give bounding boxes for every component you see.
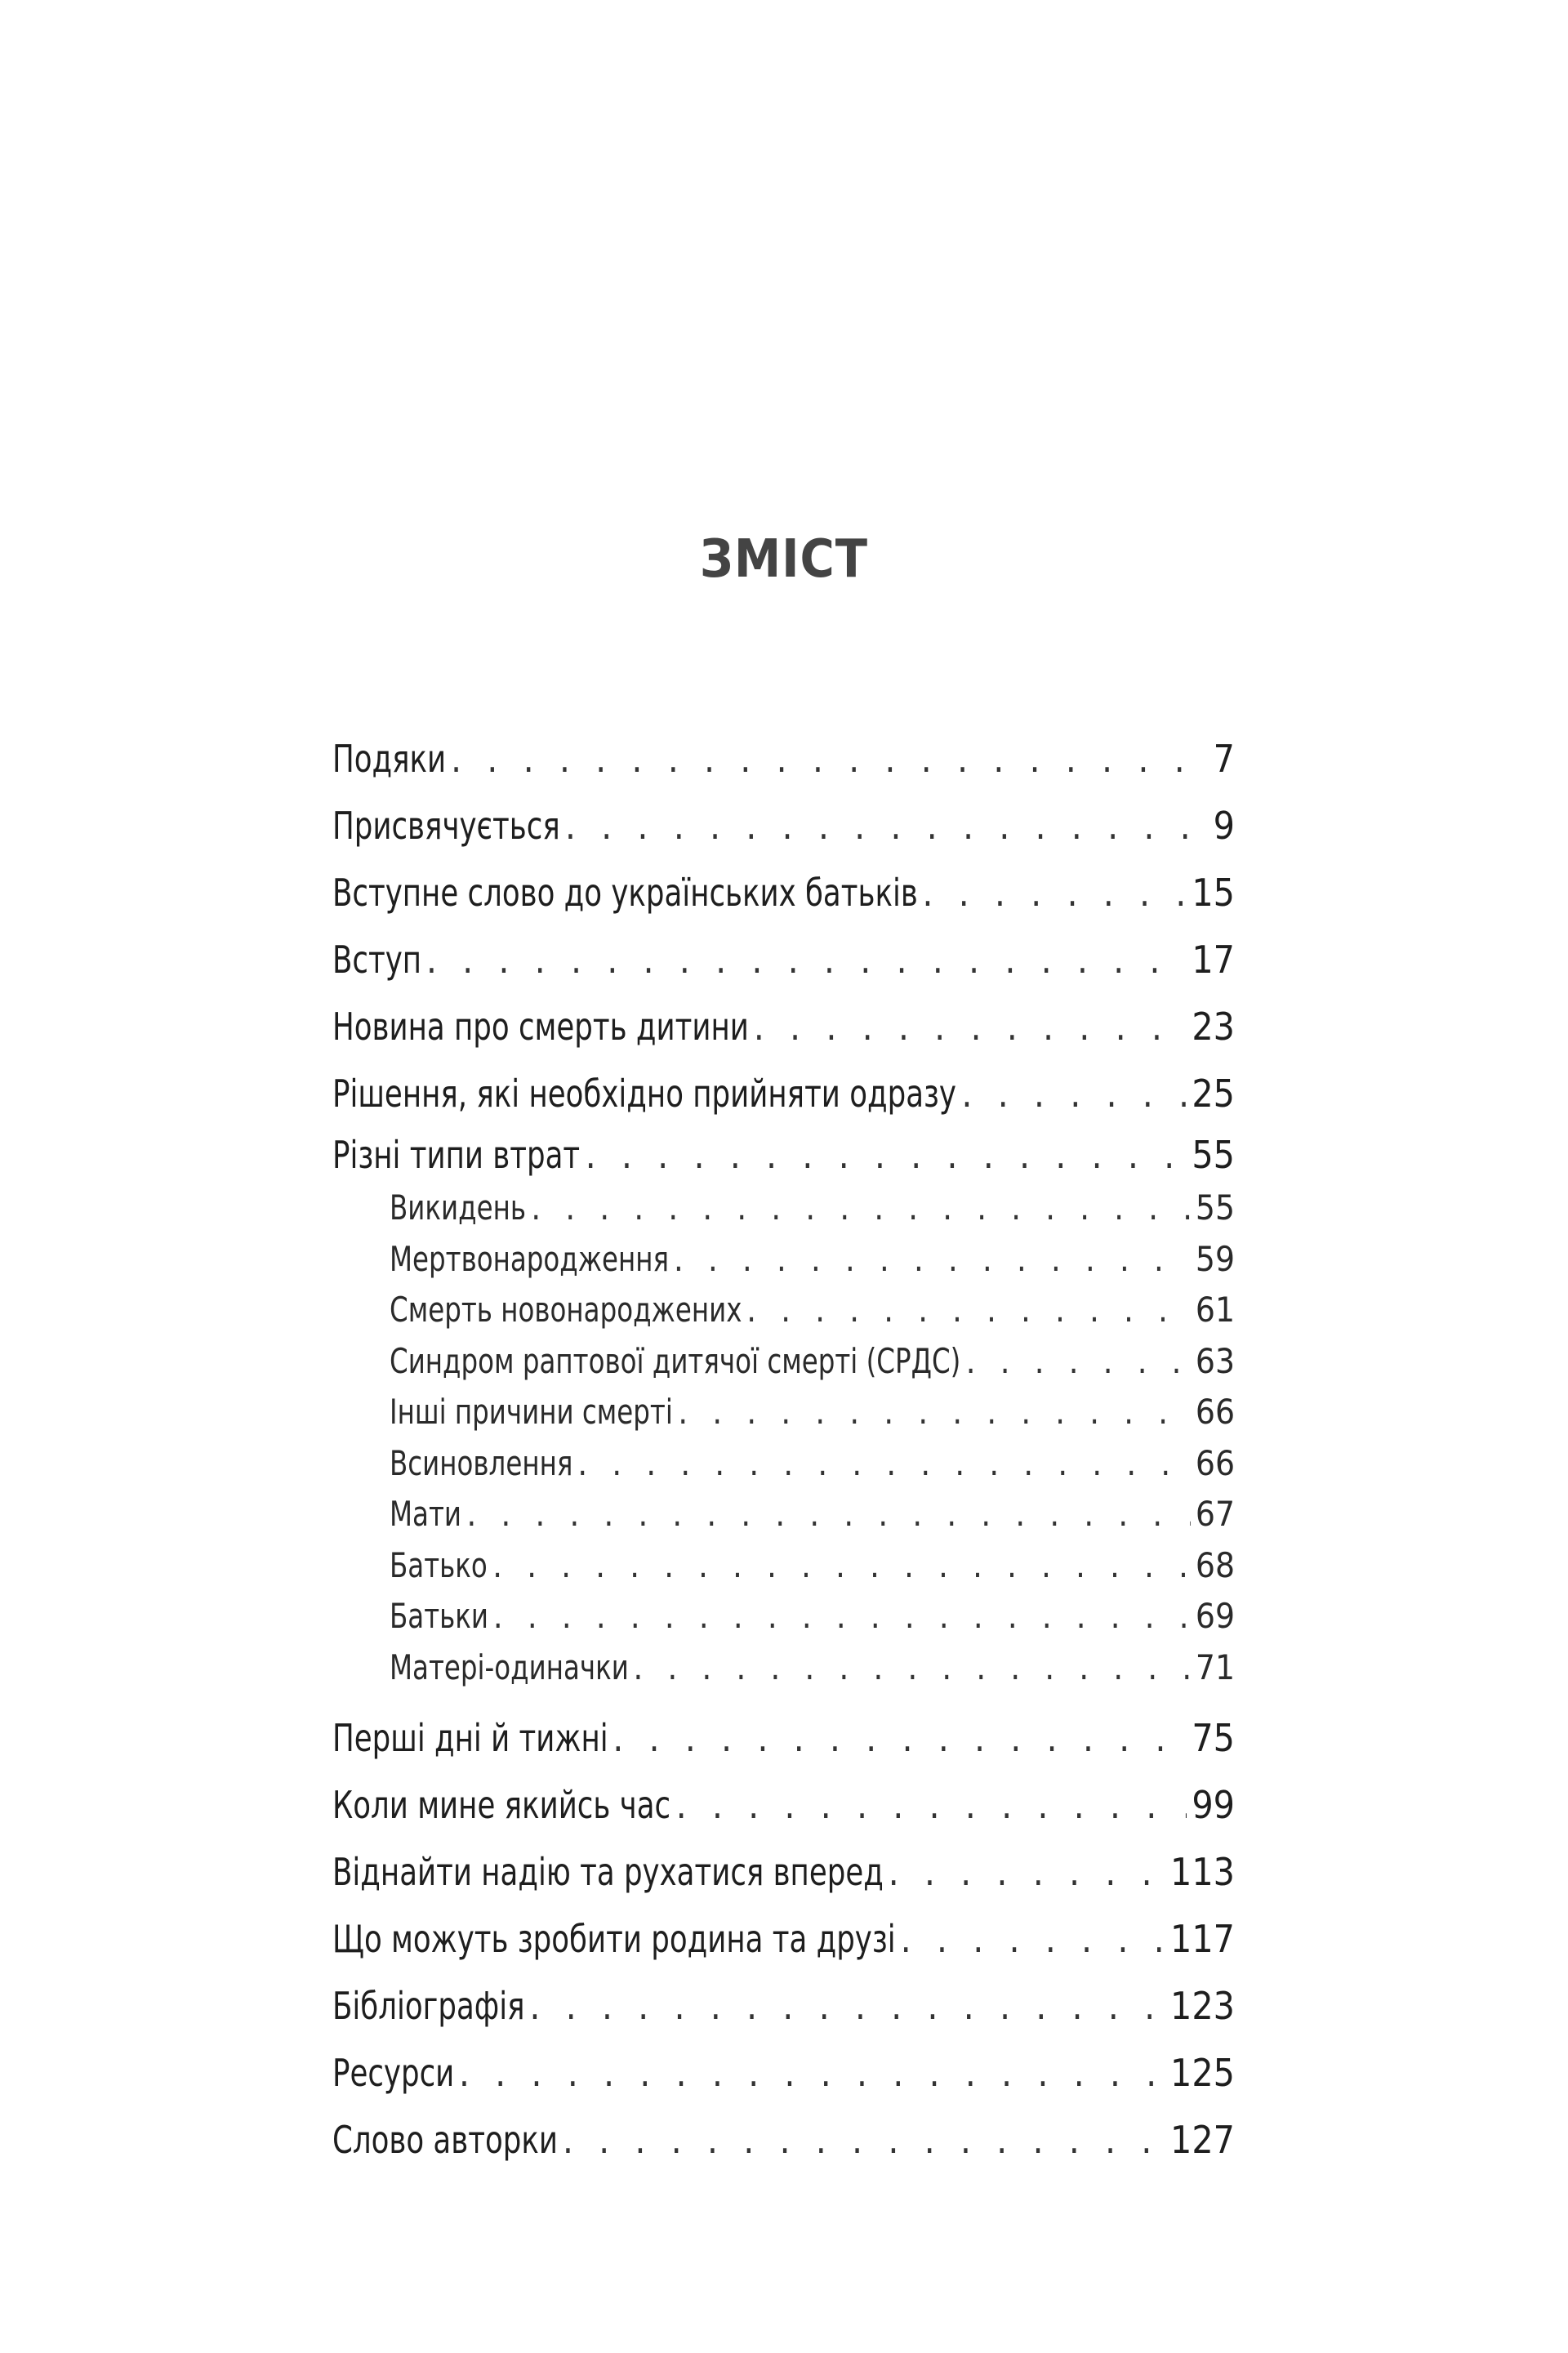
toc-entry-label: Перші дні й тижні [332,1716,608,1760]
toc-entry-page: 17 [1192,938,1235,982]
toc-entry[interactable] [332,725,1235,792]
toc-entry-page: 69 [1195,1596,1235,1636]
toc-entry-label: Новина про смерть дитини [332,1005,749,1049]
toc-entry-page: 66 [1195,1392,1235,1432]
toc-entry-page: 67 [1195,1494,1235,1534]
toc-entry[interactable] [332,1705,1235,1771]
toc-entry-label: Батько [390,1544,488,1585]
dot-leader [466,1489,1191,1540]
toc-subentry[interactable] [332,1336,1235,1388]
toc-entry-label: Інші причини смерті [390,1392,673,1432]
toc-entry-page: 68 [1195,1544,1235,1585]
toc-entry-page: 9 [1213,804,1235,848]
toc-subentry[interactable] [332,1591,1235,1642]
toc-entry-label: Що можуть зробити родина та друзі [332,1917,896,1961]
dot-leader [901,1905,1165,1972]
toc-entry-page: 99 [1192,1783,1235,1827]
toc-entry-page: 23 [1192,1005,1235,1049]
dot-leader [531,1183,1191,1234]
toc-entry-label: Подяки [332,737,447,781]
dot-leader [889,1838,1165,1905]
toc-entry[interactable] [332,2039,1235,2106]
toc-entry-page: 55 [1195,1188,1235,1228]
toc-entry[interactable] [332,1838,1235,1905]
toc-entry[interactable] [332,859,1235,926]
toc-entry-label: Бібліографія [332,1984,525,2028]
toc-entry[interactable] [332,1127,1235,1183]
dot-leader [586,1127,1187,1183]
dot-leader [754,993,1187,1060]
toc-entry-page: 127 [1170,2118,1235,2162]
toc-entry-page: 25 [1192,1072,1235,1116]
toc-entry-page: 66 [1195,1442,1235,1483]
dot-leader [966,1336,1191,1388]
dot-leader [459,2039,1165,2106]
dot-leader [612,1705,1187,1771]
toc-entry-label: Слово авторки [332,2118,558,2162]
dot-leader [577,1438,1191,1490]
toc-entry-page: 55 [1192,1133,1235,1177]
toc-entry-page: 75 [1192,1716,1235,1760]
toc-entry-label: Батьки [390,1596,489,1636]
dot-leader [492,1540,1191,1592]
dot-leader [493,1591,1191,1642]
toc-entry-label: Викидень [390,1188,527,1228]
toc-entry-page: 71 [1195,1647,1235,1687]
toc-entry-page: 63 [1195,1340,1235,1381]
toc-entry-label: Різні типи втрат [332,1133,581,1177]
toc-entry-label: Мертвонародження [390,1238,670,1279]
toc-subentry[interactable] [332,1642,1235,1694]
toc-entry[interactable] [332,1905,1235,1972]
toc-entry-page: 59 [1195,1238,1235,1279]
dot-leader [633,1642,1191,1694]
dot-leader [678,1387,1191,1438]
toc-subentry[interactable] [332,1387,1235,1438]
dot-leader [529,1972,1165,2039]
toc-entry[interactable] [332,1060,1235,1127]
toc-entry-label: Вступне слово до українських батьків [332,871,918,915]
toc-subentry[interactable] [332,1540,1235,1592]
toc-entry[interactable] [332,993,1235,1060]
toc-entry-page: 125 [1170,2051,1235,2095]
dot-leader [563,2106,1165,2173]
toc-entry-label: Присвячується [332,804,560,848]
toc-subentry[interactable] [332,1489,1235,1540]
toc-entry-label: Рішення, які необхідно прийняти одразу [332,1072,956,1116]
dot-leader [676,1771,1187,1838]
toc-entry-page: 123 [1170,1984,1235,2028]
toc-entry-label: Коли мине якийсь час [332,1783,671,1827]
toc-entry-page: 117 [1170,1917,1235,1961]
toc-entry-page: 7 [1213,737,1235,781]
toc-subentry[interactable] [332,1438,1235,1490]
toc-entry-label: Матері-одиначки [390,1647,629,1687]
toc-entry-label: Вступ [332,938,422,982]
dot-leader [674,1234,1191,1286]
toc-entry-page: 15 [1192,871,1235,915]
toc-entry-label: Всиновлення [390,1442,573,1483]
toc-entry[interactable] [332,2106,1235,2173]
table-of-contents [332,725,1235,2173]
page-title: ЗМІСТ [699,529,869,590]
dot-leader [451,725,1209,792]
toc-subentry[interactable] [332,1285,1235,1336]
dot-leader [922,859,1187,926]
toc-entry[interactable] [332,792,1235,859]
toc-entry-label: Смерть новонароджених [390,1290,742,1330]
dot-leader [746,1285,1191,1336]
toc-entry-label: Ресурси [332,2051,455,2095]
dot-leader [426,926,1187,993]
toc-entry[interactable] [332,1972,1235,2039]
dot-leader [961,1060,1187,1127]
toc-subentry[interactable] [332,1234,1235,1286]
toc-subentry[interactable] [332,1183,1235,1234]
toc-entry[interactable] [332,1771,1235,1838]
toc-entry-label: Мати [390,1494,462,1534]
dot-leader [565,792,1209,859]
toc-entry-page: 61 [1195,1290,1235,1330]
toc-entry-label: Синдром раптової дитячої смерті (СРДС) [390,1340,961,1381]
toc-entry[interactable] [332,926,1235,993]
toc-entry-page: 113 [1170,1850,1235,1894]
toc-entry-label: Віднайти надію та рухатися вперед [332,1850,884,1894]
